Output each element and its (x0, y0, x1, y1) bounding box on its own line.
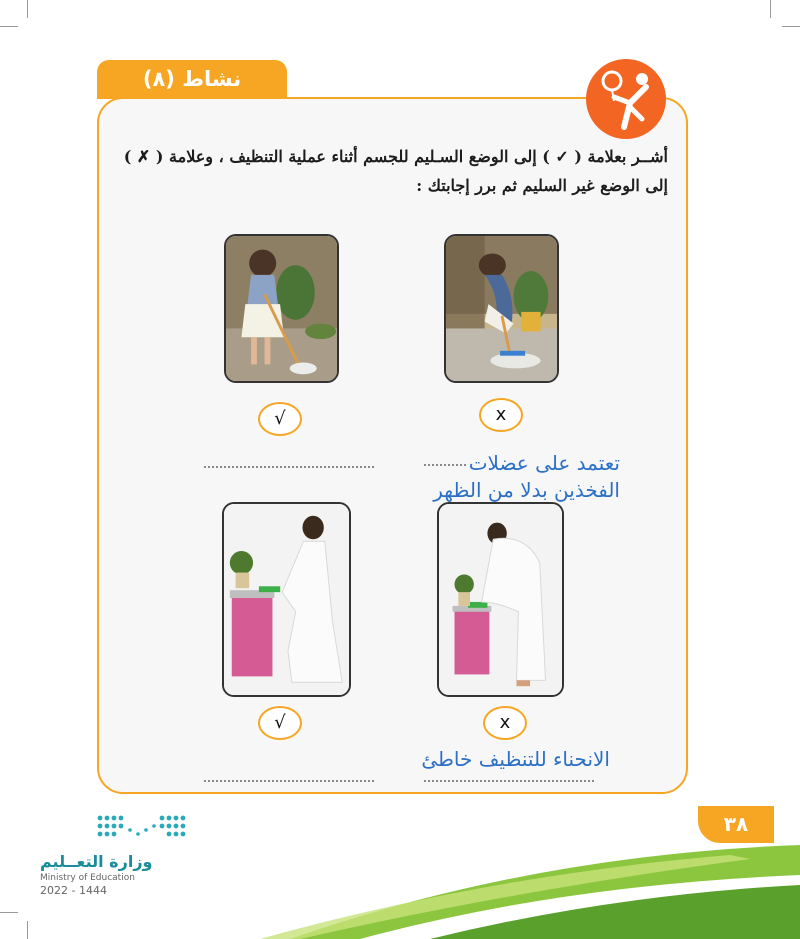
answer-line-boy-kneeling[interactable] (204, 768, 374, 782)
instruction-line-2: إلى الوضع غير السليم ثم برر إجابتك : (416, 176, 668, 195)
ministry-years: 2022 - 1444 (40, 884, 107, 897)
answer-mark-boy-bending[interactable]: x (483, 706, 527, 740)
answer-mark-boy-kneeling[interactable]: √ (258, 706, 302, 740)
activity-card (97, 97, 688, 794)
ministry-name-arabic: وزارة التعــليم (40, 852, 153, 871)
photo-boy-bending (437, 502, 564, 697)
page-number: ٣٨ (698, 806, 774, 843)
activity-title: نشاط (٨) (142, 67, 242, 91)
ministry-name-english: Ministry of Education (40, 873, 135, 883)
crop-mark-bottom-left-h (0, 912, 18, 913)
crop-mark-top-right (770, 0, 771, 18)
photo-girl-straight (224, 234, 339, 383)
handwritten-answer-girl-line2: الفخذين بدلا من الظهر (433, 478, 620, 502)
crop-mark-top-left (27, 0, 28, 18)
photo-boy-kneeling (222, 502, 351, 697)
crop-mark-top-right-h (782, 26, 800, 27)
crop-mark-bottom-left (27, 921, 28, 939)
instruction-line-1: أشــر بعلامة ( ✓ ) إلى الوضع السـليم للجسم أثناء عملية التنظيف ، وعلامة ( ✗ ) (123, 147, 668, 166)
answer-mark-girl-straight[interactable]: √ (258, 402, 302, 436)
activity-logo-icon (584, 57, 668, 141)
answer-line-girl-straight[interactable] (204, 454, 374, 468)
photo-girl-bending (444, 234, 559, 383)
handwritten-answer-boy: الانحناء للتنظيف خاطئ (421, 747, 610, 771)
answer-line-girl-bending[interactable] (424, 452, 466, 466)
crop-mark-top-left-h (0, 26, 18, 27)
ministry-logo-icon (96, 812, 188, 842)
answer-mark-girl-bending[interactable]: x (479, 398, 523, 432)
decorative-swoosh (230, 835, 800, 939)
handwritten-answer-girl-line1: تعتمد على عضلات (468, 451, 620, 475)
answer-line-boy-bending[interactable] (424, 768, 594, 782)
